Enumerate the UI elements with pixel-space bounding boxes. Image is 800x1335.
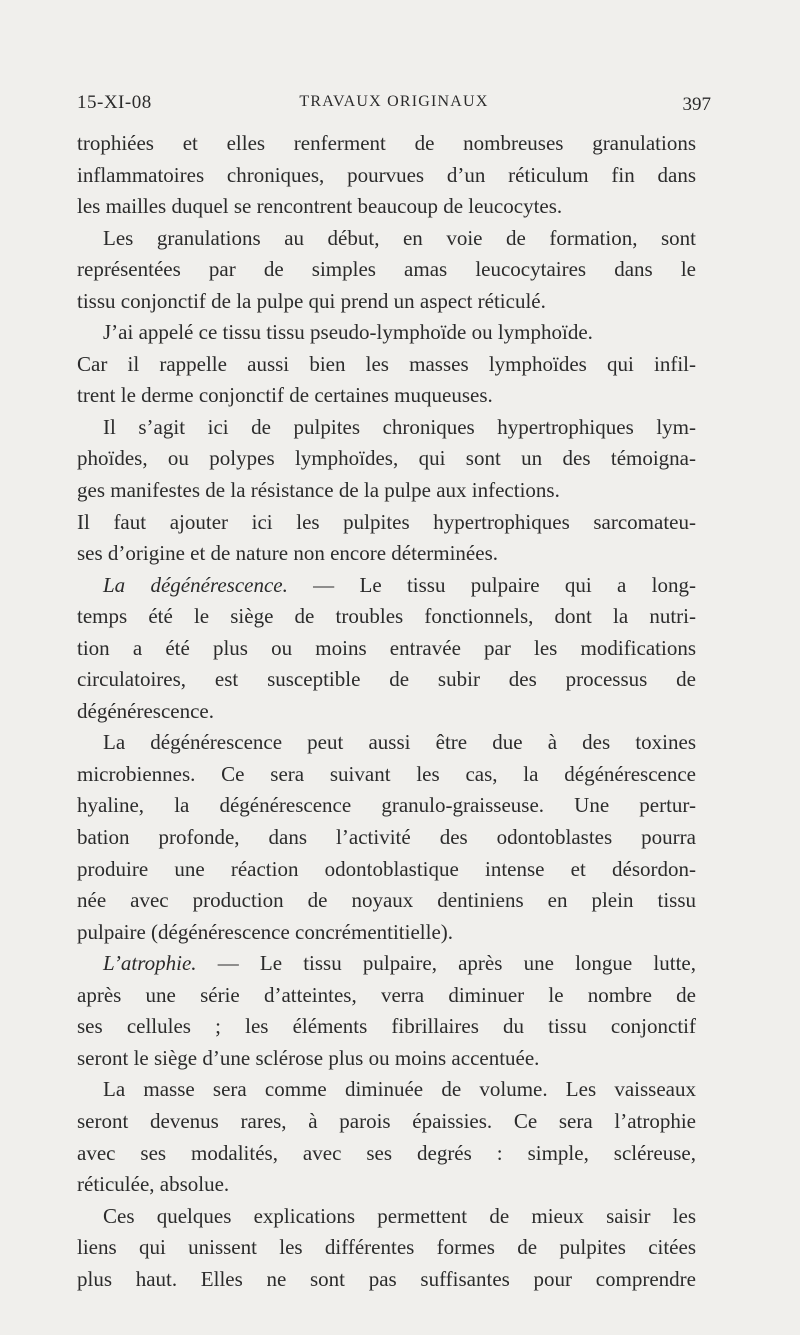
line-text: tion a été plus ou moins entravée par les modifications [77, 635, 696, 660]
line-text: représentées par de simples amas leucocytaires dans le [77, 257, 696, 282]
text-line [77, 601, 696, 633]
line-text: — Le tissu pulpaire, après une longue lutte, [196, 951, 696, 976]
text-line [77, 1264, 696, 1296]
text-line [77, 538, 696, 570]
line-text: ses cellules ; les éléments fibrillaires du tissu conjonctif [77, 1014, 696, 1039]
text-line [77, 412, 696, 444]
line-text: tissu conjonctif de la pulpe qui prend un aspect réticulé. [77, 288, 546, 313]
text-line [77, 1201, 696, 1233]
text-line [77, 1011, 696, 1043]
line-text: seront le siège d’une sclérose plus ou moins accentuée. [77, 1045, 540, 1070]
line-text: seront devenus rares, à parois épaissies. Ce sera l’atrophie [77, 1108, 696, 1133]
line-text: circulatoires, est susceptible de subir des processus de [77, 667, 696, 692]
text-line [77, 1106, 696, 1138]
line-text: trent le derme conjonctif de certaines muqueuses. [77, 383, 493, 408]
text-line [77, 790, 696, 822]
header-date: 15-XI-08 [77, 92, 152, 113]
line-text: Les granulations au début, en voie de formation, sont [103, 225, 696, 250]
text-line [77, 948, 696, 980]
text-line [77, 191, 696, 223]
line-text: Ces quelques explications permettent de mieux saisir les [103, 1203, 696, 1228]
text-line [77, 286, 696, 318]
line-text: réticulée, absolue. [77, 1172, 230, 1197]
text-line [77, 570, 696, 602]
text-line [77, 380, 696, 412]
italic-heading: La dégénérescence. [103, 572, 288, 597]
running-head [77, 92, 711, 116]
line-text: microbiennes. Ce sera suivant les cas, la dégénérescence [77, 761, 696, 786]
text-line [77, 349, 696, 381]
header-section-title: TRAVAUX ORIGINAUX [299, 93, 489, 110]
line-text: liens qui unissent les différentes formes de pulpites citées [77, 1235, 696, 1260]
line-text: La masse sera comme diminuée de volume. Les vaisseaux [103, 1077, 696, 1102]
line-text: ses d’origine et de nature non encore déterminées. [77, 541, 498, 566]
line-text: J’ai appelé ce tissu tissu pseudo-lymphoïde ou lymphoïde. [103, 320, 593, 345]
line-text: trophiées et elles renferment de nombreuses granulations [77, 131, 696, 155]
line-text: — Le tissu pulpaire qui a long- [287, 572, 696, 597]
line-text: après une série d’atteintes, verra diminuer le nombre de [77, 982, 696, 1007]
text-line [77, 254, 696, 286]
italic-heading: L’atrophie. [103, 951, 197, 976]
page-number: 397 [682, 94, 711, 115]
line-text: temps été le siège de troubles fonctionnels, dont la nutri- [77, 604, 696, 629]
line-text: bation profonde, dans l’activité des odontoblastes pourra [77, 825, 696, 850]
text-line [77, 759, 696, 791]
text-line [77, 696, 696, 728]
line-text: née avec production de noyaux dentiniens en plein tissu [77, 888, 696, 913]
text-line [77, 917, 696, 949]
line-text: Il faut ajouter ici les pulpites hypertrophiques sarcomateu- [77, 509, 696, 534]
text-line [77, 475, 696, 507]
text-line [77, 1138, 696, 1170]
text-line [77, 885, 696, 917]
text-line [77, 1169, 696, 1201]
body-text [77, 128, 696, 1295]
text-line [77, 980, 696, 1012]
line-text: Il s’agit ici de pulpites chroniques hypertrophiques lym- [103, 414, 696, 439]
line-text: Car il rappelle aussi bien les masses lymphoïdes qui infil- [77, 351, 696, 376]
line-text: La dégénérescence peut aussi être due à des toxines [103, 730, 696, 755]
text-line [77, 1043, 696, 1075]
line-text: plus haut. Elles ne sont pas suffisantes pour comprendre [77, 1266, 696, 1291]
line-text: produire une réaction odontoblastique intense et désordon- [77, 856, 696, 881]
line-text: pulpaire (dégénérescence concrémentitielle). [77, 919, 454, 944]
text-line [77, 317, 696, 349]
text-line [77, 727, 696, 759]
text-line [77, 223, 696, 255]
line-text: les mailles duquel se rencontrent beaucoup de leucocytes. [77, 194, 563, 219]
text-line [77, 1232, 696, 1264]
line-text: phoïdes, ou polypes lymphoïdes, qui sont un des témoigna- [77, 446, 696, 471]
text-line [77, 664, 696, 696]
text-line [77, 128, 696, 160]
text-line [77, 633, 696, 665]
line-text: hyaline, la dégénérescence granulo-graisseuse. Une pertur- [77, 793, 696, 818]
text-line [77, 507, 696, 539]
line-text: inflammatoires chroniques, pourvues d’un réticulum fin dans [77, 162, 696, 187]
text-line [77, 443, 696, 475]
text-line [77, 822, 696, 854]
line-text: dégénérescence. [77, 698, 214, 723]
line-text: ges manifestes de la résistance de la pulpe aux infections. [77, 478, 560, 503]
text-line [77, 1074, 696, 1106]
text-line [77, 854, 696, 886]
text-line [77, 160, 696, 192]
line-text: avec ses modalités, avec ses degrés : simple, scléreuse, [77, 1140, 696, 1165]
